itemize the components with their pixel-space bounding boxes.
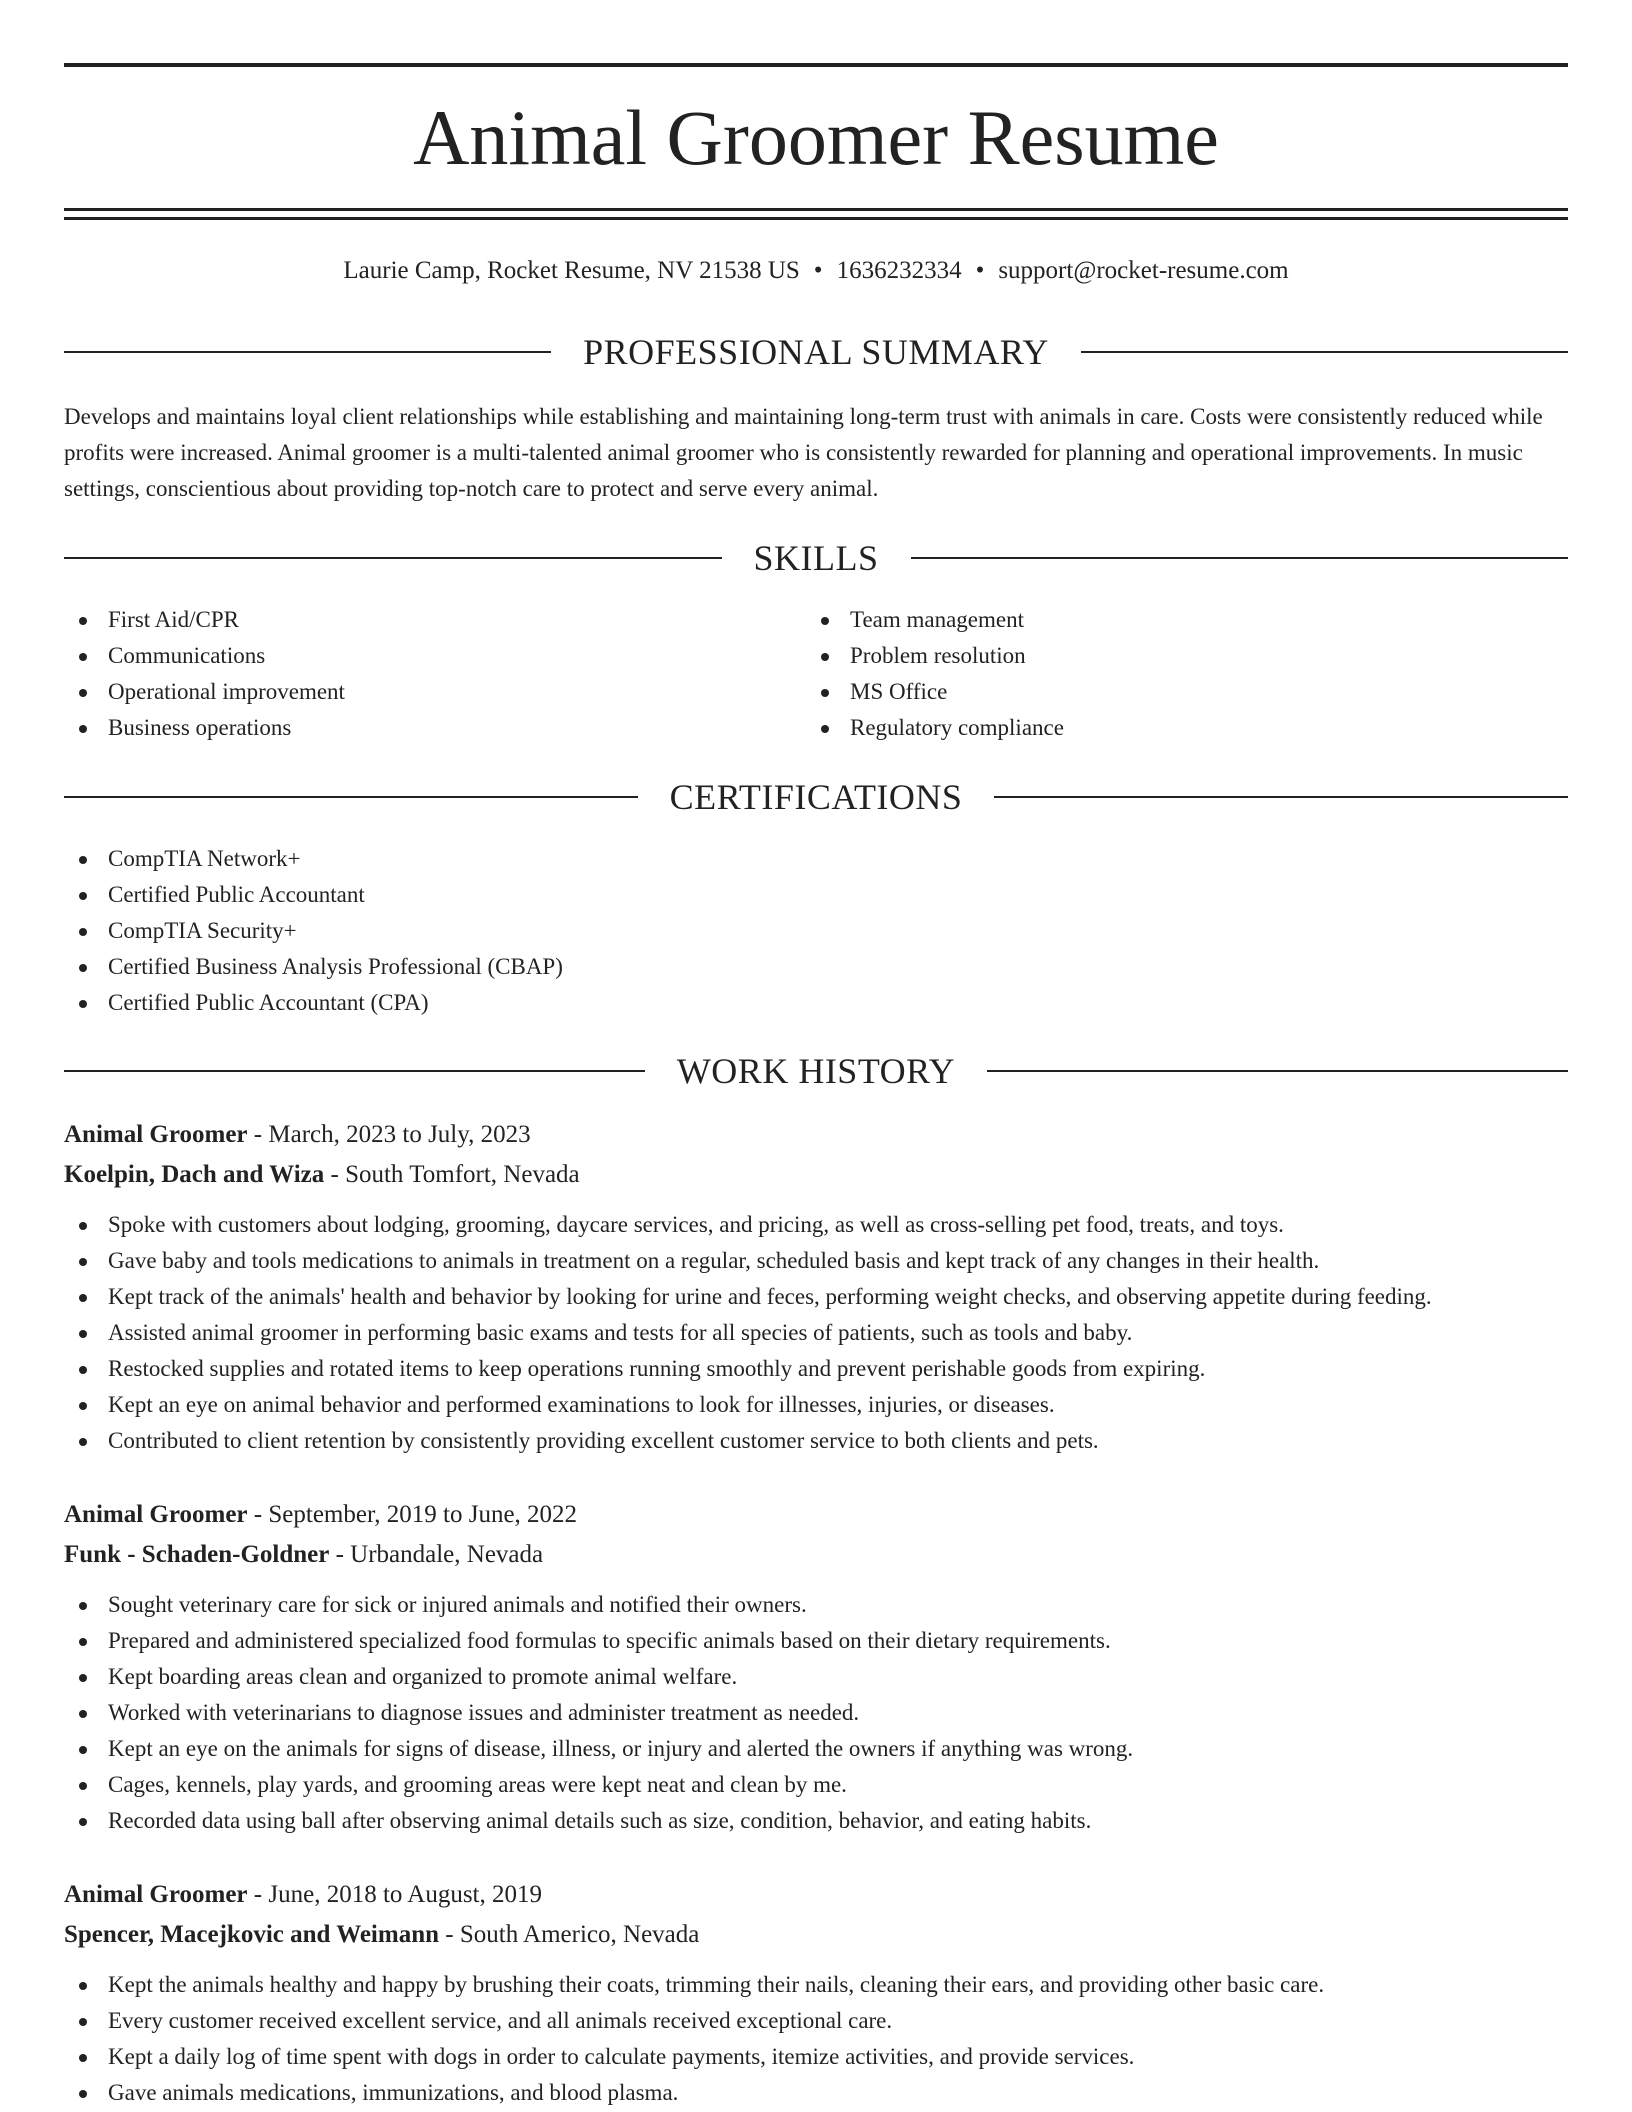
certification-item: Certified Business Analysis Professional (CBAP) — [64, 949, 563, 985]
skill-item: Problem resolution — [806, 638, 1064, 674]
job-duty: Gave animals medications, immunizations, and blood plasma. — [64, 2075, 1568, 2111]
contact-line — [64, 254, 1568, 288]
job-title: Animal Groomer — [64, 1501, 248, 1528]
job-company: Koelpin, Dach and Wiza — [64, 1161, 325, 1188]
job-location: - South Americo, Nevada — [439, 1921, 700, 1948]
certification-item: CompTIA Security+ — [64, 913, 563, 949]
job-title: Animal Groomer — [64, 1121, 248, 1148]
job-duty: Spoke with customers about lodging, grooming, daycare services, and pricing, as well as cross-selling pet food, treats, and toys. — [64, 1207, 1568, 1243]
job-duties-list — [64, 1587, 1568, 1839]
skills-list-right — [806, 602, 1064, 746]
job-title-line — [64, 1115, 1568, 1155]
heading-rule — [64, 796, 638, 798]
job-duty: Cages, kennels, play yards, and grooming areas were kept neat and clean by me. — [64, 1767, 1568, 1803]
job-company-line — [64, 1155, 1568, 1195]
job-title-line — [64, 1875, 1568, 1915]
heading-rule — [987, 1070, 1568, 1072]
job-company-line — [64, 1915, 1568, 1955]
certification-item: Certified Public Accountant — [64, 877, 563, 913]
job-title: Animal Groomer — [64, 1881, 248, 1908]
job-duty: Contributed to client retention by consistently providing excellent customer service to both clients and pets. — [64, 1423, 1568, 1459]
heading-rule — [64, 1070, 645, 1072]
job-location: - South Tomfort, Nevada — [324, 1161, 580, 1188]
certification-item: Certified Public Accountant (CPA) — [64, 985, 563, 1021]
certification-item: CompTIA Network+ — [64, 841, 563, 877]
job-dates: - March, 2023 to July, 2023 — [247, 1121, 531, 1148]
section-heading-certifications — [64, 773, 1568, 821]
section-title-summary: PROFESSIONAL SUMMARY — [583, 332, 1049, 372]
job-company: Funk - Schaden-Goldner — [64, 1541, 330, 1568]
section-heading-skills — [64, 534, 1568, 582]
heading-rule — [994, 796, 1568, 798]
heading-rule — [64, 351, 551, 353]
summary-text: Develops and maintains loyal client relationships while establishing and maintaining long-term trust with animals in care. Costs were consistently reduced while profits were increased. Animal groomer is a multi-talented animal groomer who is consistently rewarded for planning and operational improvements. In music settings, conscientious about providing top-notch care to protect and serve every animal. — [64, 404, 1543, 501]
job-duty: Kept a daily log of time spent with dogs in order to calculate payments, itemize activities, and provide services. — [64, 2039, 1568, 2075]
job-duty: Assisted animal groomer in performing basic exams and tests for all species of patients, such as tools and baby. — [64, 1315, 1568, 1351]
page-title: Animal Groomer Resume — [413, 94, 1219, 181]
certifications-list — [64, 841, 563, 1021]
job-duty: Worked with veterinarians to diagnose issues and administer treatment as needed. — [64, 1695, 1568, 1731]
job-dates: - September, 2019 to June, 2022 — [247, 1501, 578, 1528]
job-location: - Urbandale, Nevada — [329, 1541, 544, 1568]
job-duty: Sought veterinary care for sick or injured animals and notified their owners. — [64, 1587, 1568, 1623]
job-duty: Every customer received excellent service, and all animals received exceptional care. — [64, 2003, 1568, 2039]
contact-address: Laurie Camp, Rocket Resume, NV 21538 US — [343, 257, 800, 284]
job-duty: Kept an eye on animal behavior and performed examinations to look for illnesses, injuries, or diseases. — [64, 1387, 1568, 1423]
section-title-skills: SKILLS — [753, 538, 879, 578]
skills-list-left — [64, 602, 345, 746]
job-duty: Kept the animals healthy and happy by brushing their coats, trimming their nails, cleaning their ears, and providing other basic care. — [64, 1967, 1568, 2003]
skill-item: Regulatory compliance — [806, 710, 1064, 746]
top-rule — [64, 63, 1568, 67]
skill-item: Business operations — [64, 710, 345, 746]
job-duty: Restocked supplies and rotated items to keep operations running smoothly and prevent perishable goods from expiring. — [64, 1351, 1568, 1387]
job-duties-list — [64, 1207, 1568, 1459]
job-duty: Kept an eye on the animals for signs of disease, illness, or injury and alerted the owners if anything was wrong. — [64, 1731, 1568, 1767]
section-heading-work-history — [64, 1047, 1568, 1095]
job-entry — [64, 1115, 1568, 1459]
section-title-work-history: WORK HISTORY — [676, 1051, 956, 1091]
job-duty: Gave baby and tools medications to animals in treatment on a regular, scheduled basis and kept track of any changes in their health. — [64, 1243, 1568, 1279]
job-entry — [64, 1875, 1568, 2111]
section-title-certifications: CERTIFICATIONS — [669, 777, 963, 817]
heading-rule — [1081, 351, 1568, 353]
job-duty: Kept track of the animals' health and behavior by looking for urine and feces, performing weight checks, and observing appetite during feeding. — [64, 1279, 1568, 1315]
section-heading-summary — [64, 328, 1568, 376]
job-entry — [64, 1495, 1568, 1839]
heading-rule — [64, 557, 722, 559]
job-dates: - June, 2018 to August, 2019 — [247, 1881, 542, 1908]
job-company: Spencer, Macejkovic and Weimann — [64, 1921, 440, 1948]
job-duty: Prepared and administered specialized food formulas to specific animals based on their dietary requirements. — [64, 1623, 1568, 1659]
job-duty: Kept boarding areas clean and organized to promote animal welfare. — [64, 1659, 1568, 1695]
heading-rule — [911, 557, 1569, 559]
job-company-line — [64, 1535, 1568, 1575]
job-duties-list — [64, 1967, 1568, 2111]
job-title-line — [64, 1495, 1568, 1535]
contact-separator: • — [813, 257, 823, 284]
title-double-rule — [64, 208, 1568, 220]
skill-item: First Aid/CPR — [64, 602, 345, 638]
skill-item: Operational improvement — [64, 674, 345, 710]
contact-email: support@rocket-resume.com — [998, 257, 1289, 284]
contact-separator: • — [975, 257, 985, 284]
skill-item: Communications — [64, 638, 345, 674]
contact-phone: 1636232334 — [836, 257, 962, 284]
job-duty: Recorded data using ball after observing animal details such as size, condition, behavior, and eating habits. — [64, 1803, 1568, 1839]
skill-item: Team management — [806, 602, 1064, 638]
skill-item: MS Office — [806, 674, 1064, 710]
